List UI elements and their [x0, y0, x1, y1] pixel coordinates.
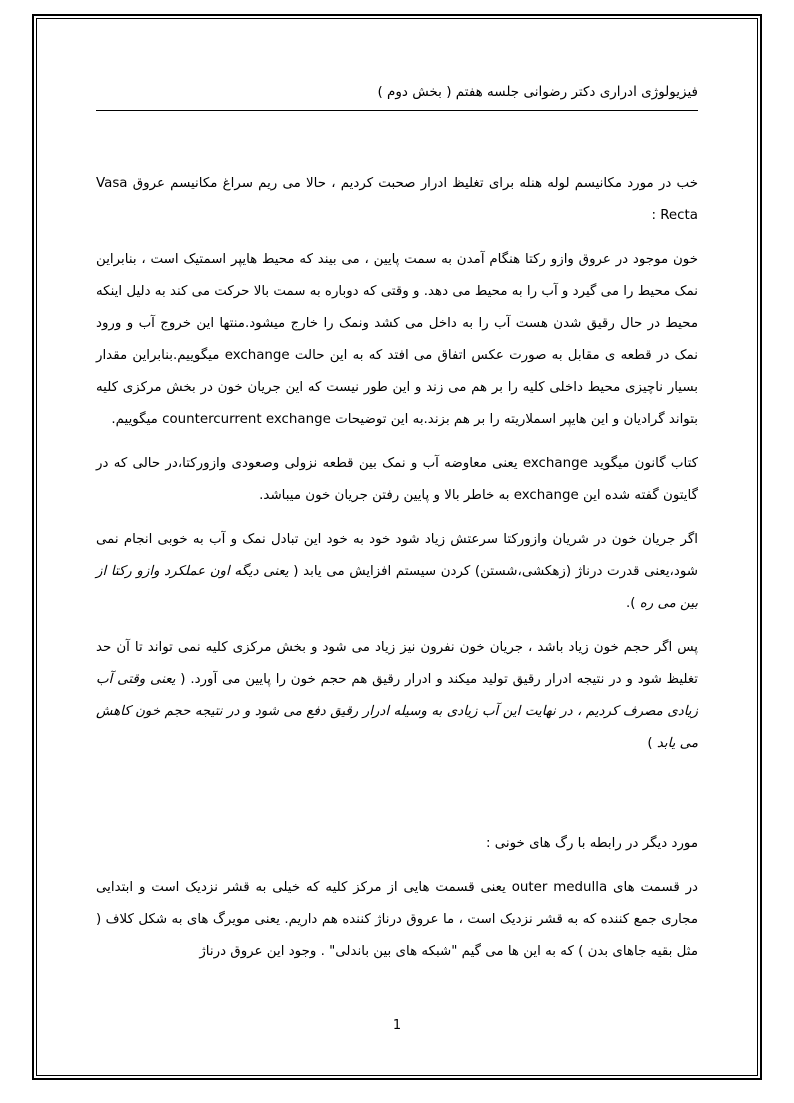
paragraph-ganong-guyton: کتاب گانون میگوید exchange یعنی معاوضه آب و نمک بین قطعه نزولی وصعودی وازورکتا،در حالی که در گایتون گفته شده این exchange به خاطر بالا و پایین رفتن جریان خون میباشد. [96, 456, 698, 503]
paragraph-tail: ). [625, 596, 636, 611]
page-header-title: فیزیولوژی ادراری دکتر رضوانی جلسه هفتم ( بخش دوم ) [377, 84, 698, 100]
paragraph-text: پس اگر حجم خون زیاد باشد ، جریان خون نفرون نیز زیاد می شود و بخش مرکزی کلیه نمی تواند تا آن حد تغلیظ شود و در نتیجه ادرار رقیق تولید میکند و ادرار رقیق هم حجم خون را پایین می آورد. ( [96, 640, 699, 687]
paragraph-blood-flow-speed [96, 524, 698, 620]
document-body [96, 168, 698, 980]
paragraph-outer-medulla: در قسمت های outer medulla یعنی قسمت هایی از مرکز کلیه که خیلی به قشر نزدیک است و ابتدایی مجاری جمع کننده که به قشر نزدیک است ، ما عروق درناژ کننده هم داریم. یعنی مویرگ های به شکل کلاف ( مثل بقیه جاهای بدن ) که به این ها می گیم "شبکه های بین باندلی" . وجود این عروق درناژ [96, 880, 698, 959]
paragraph-italic-note: یعنی دیگه اون عملکرد وازو رکتا از بین می ره [96, 564, 698, 611]
paragraph-text: اگر جریان خون در شریان وازورکتا سرعتش زیاد شود خود به خود این تبادل نمک و آب به خوبی انجام نمی شود،یعنی قدرت درناژ (زهکشی،شستن) کردن سیستم افزایش می یابد ( [96, 532, 698, 579]
paragraph-countercurrent-exchange: خون موجود در عروق وازو رکتا هنگام آمدن به سمت پایین ، می بیند که محیط هایپر اسمتیک است ، بنابراین نمک محیط را می گیرد و آب را به محیط می دهد. و وقتی که دوباره به سمت بالا حرکت می کند به دلیل اینکه محیط در حال رقیق شدن هست آب را به داخل می کشد ونمک را خارج میشود.منتها این خروج آب و ورود نمک در قطعه ی مقابل به صورت عکس اتفاق می افتد که به این حالت exchange میگوییم.بنابراین مقدار بسیار ناچیزی محیط داخلی کلیه را بر هم می زند و این طور نیست که این جریان خون در بخش مرکزی کلیه بتواند گرادیان و این هایپر اسملاریته را بر هم بزند.به این توضیحات countercurrent exchange میگوییم. [96, 252, 698, 427]
header-divider [96, 110, 698, 111]
paragraph-blood-volume [96, 632, 698, 760]
page-number: 1 [392, 1018, 402, 1033]
paragraph-tail: ) [647, 736, 653, 751]
section-spacer [96, 772, 698, 828]
paragraph-italic-note: یعنی وقتی آب زیادی مصرف کردیم ، در نهایت این آب زیادی به وسیله ادرار رقیق دفع می شود و در نتیجه حجم خون کاهش می یابد [96, 672, 698, 751]
paragraph-vasa-recta-intro: خب در مورد مکانیسم لوله هنله برای تغلیظ ادرار صحبت کردیم ، حالا می ریم سراغ مکانیسم عروق Vasa Recta : [96, 176, 698, 223]
section-heading: مورد دیگر در رابطه با رگ های خونی : [485, 836, 698, 851]
